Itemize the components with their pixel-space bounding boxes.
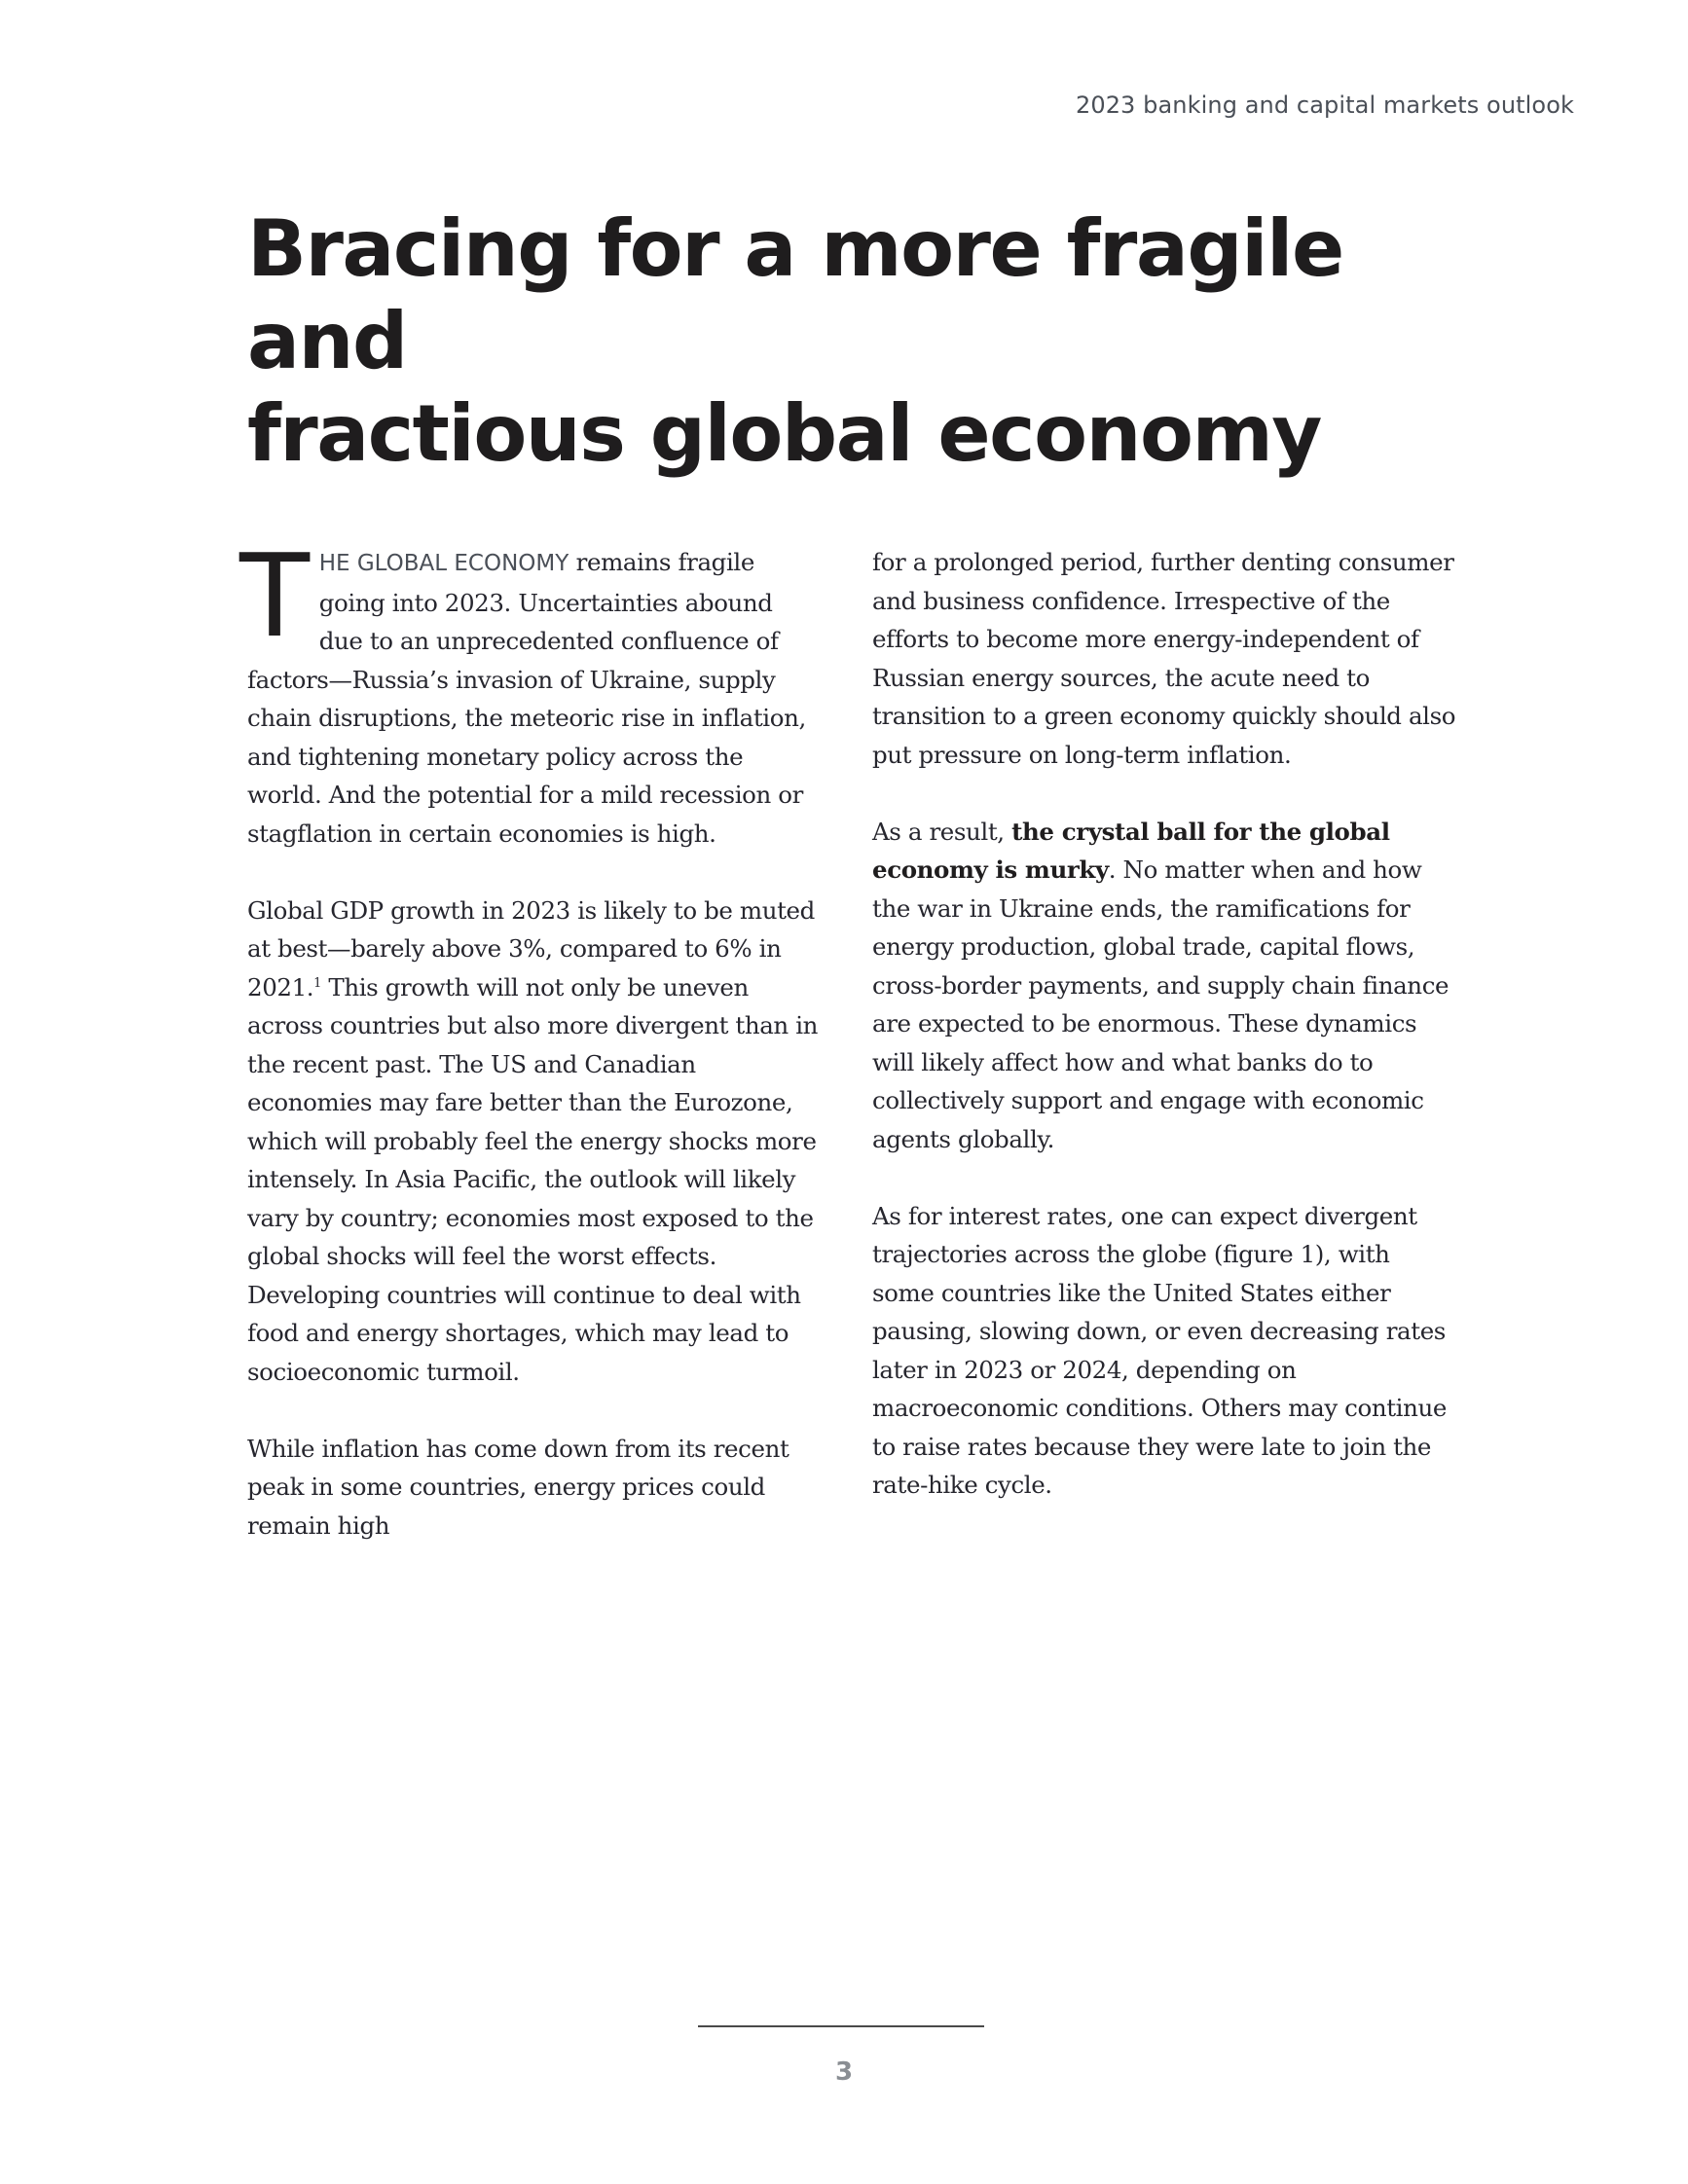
drop-cap: T <box>239 528 310 663</box>
intro-text: remains fragile going into 2023. Uncertainties abound due to an unprecedented confluence of factors—Russia’s invasion of Ukraine, supply chain disruptions, the meteoric rise in inflation, and tightening monetary policy across the world. And the potential for a mild recession or stagflation in certain economies is high. <box>247 548 806 848</box>
footer-rule <box>698 2025 984 2027</box>
footnote-ref-1[interactable]: 1 <box>313 975 322 991</box>
inflation-text: While inflation has come down from its recent peak in some countries, energy prices could remain high <box>247 1434 789 1540</box>
confidence-paragraph <box>872 543 1456 774</box>
page-title <box>247 202 1464 480</box>
crystal-ball-paragraph <box>872 813 1456 1159</box>
gdp-paragraph <box>247 892 822 1392</box>
left-column <box>239 528 822 1583</box>
interest-rates-text: As for interest rates, one can expect divergent trajectories across the globe (figure 1), with some countries like the United States either pausing, slowing down, or even decreasing rates later in 2023 or 2024, depending on macroeconomic conditions. Others may continue to raise rates because they were late to join the rate-hike cycle. <box>872 1201 1447 1499</box>
intro-paragraph <box>239 528 822 853</box>
right-column <box>872 543 1456 1543</box>
crystal-ball-text: . No matter when and how the war in Ukraine ends, the ramifications for energy production, global trade, capital flows, cross-border payments, and supply chain finance are expected to be enormous. These dynamics will likely affect how and what banks do to collectively support and engage with economic agents globally. <box>872 855 1449 1153</box>
crystal-ball-lead: As a result, <box>872 817 1012 846</box>
interest-rates-paragraph <box>872 1197 1456 1505</box>
gdp-text: Global GDP growth in 2023 is likely to be muted at best—barely above 3%, compared to 6% in 2021. <box>247 895 815 1001</box>
gdp-text-continued: This growth will not only be uneven across countries but also more divergent than in the recent past. The US and Canadian economies may fare better than the Eurozone, which will probably feel the energy shocks more intensely. In Asia Pacific, the outlook will likely vary by country; economies most exposed to the global shocks will feel the worst effects. Developing countries will continue to deal with food and energy shortages, which may lead to socioeconomic turmoil. <box>247 972 819 1386</box>
running-header: 2023 banking and capital markets outlook <box>1075 91 1574 119</box>
confidence-text: for a prolonged period, further denting consumer and business confidence. Irrespective of the efforts to become more energy-independent of Russian energy sources, the acute need to transition to a green economy quickly should also put pressure on long-term inflation. <box>872 548 1456 769</box>
lead-in-caps: HE GLOBAL ECONOMY <box>318 551 569 576</box>
crystal-ball-emphasis: the crystal ball for the global economy is murky <box>872 817 1390 884</box>
title-line-2: fractious global economy <box>247 388 1321 479</box>
page-number: 3 <box>834 2057 854 2087</box>
inflation-paragraph <box>247 1430 822 1546</box>
title-line-1: Bracing for a more fragile and <box>247 203 1343 386</box>
